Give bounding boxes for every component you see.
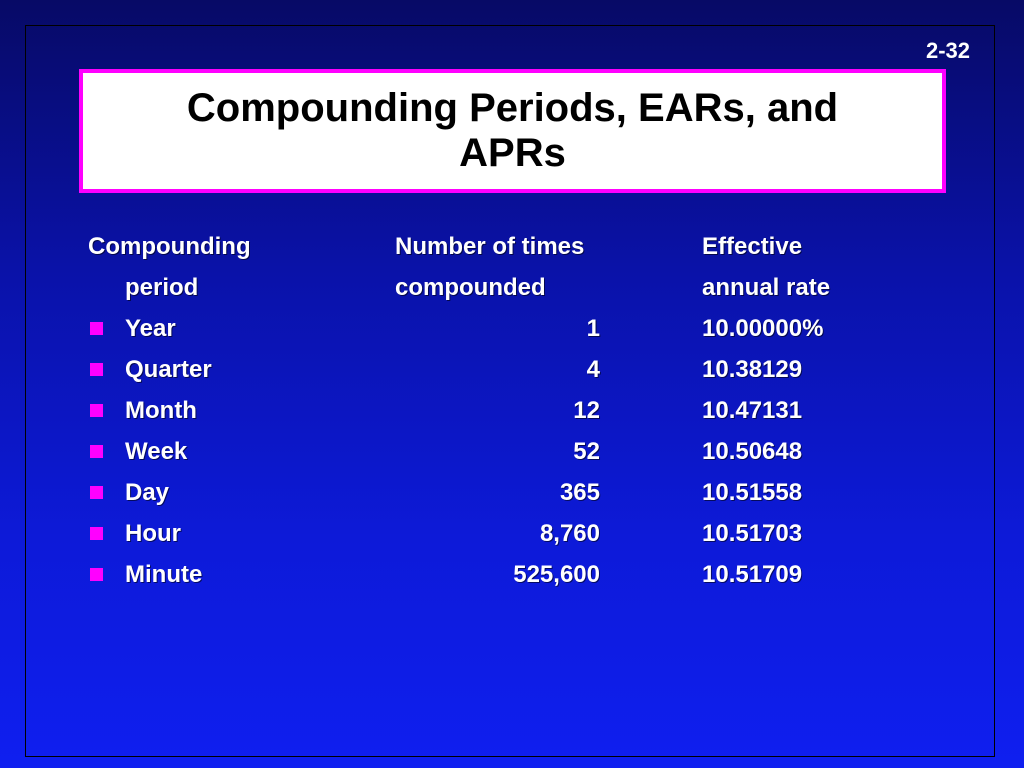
- table-row: [88, 349, 948, 390]
- table-row: [88, 513, 948, 554]
- table-row: [88, 431, 948, 472]
- rate-cell: 10.38129: [702, 356, 803, 383]
- times-cell: 12: [573, 397, 600, 424]
- title-box: [79, 69, 946, 193]
- period-cell: Quarter: [125, 356, 212, 383]
- times-cell: 525,600: [513, 561, 600, 588]
- page-number: 2-32: [925, 38, 970, 63]
- square-bullet-icon: [90, 527, 103, 540]
- period-cell: Month: [125, 397, 197, 424]
- header-effective: Effective: [702, 233, 803, 260]
- period-cell: Minute: [125, 561, 203, 588]
- header-number-of-times: Number of times: [395, 233, 585, 260]
- header-row-2: [88, 267, 948, 308]
- rate-cell: 10.47131: [702, 397, 803, 424]
- header-annual-rate: annual rate: [702, 274, 831, 301]
- square-bullet-icon: [90, 322, 103, 335]
- table-row: [88, 472, 948, 513]
- period-cell: Hour: [125, 520, 181, 547]
- period-cell: Day: [125, 479, 170, 506]
- times-cell: 8,760: [539, 520, 600, 547]
- table-row: [88, 390, 948, 431]
- slide-title: Compounding Periods, EARs, and APRs: [186, 86, 839, 175]
- period-cell: Week: [125, 438, 188, 465]
- square-bullet-icon: [90, 486, 103, 499]
- rate-cell: 10.51709: [702, 561, 803, 588]
- header-row-1: [88, 226, 948, 267]
- table-row: [88, 308, 948, 349]
- times-cell: 52: [573, 438, 600, 465]
- rate-cell: 10.51558: [702, 479, 803, 506]
- rate-cell: 10.00000%: [702, 315, 824, 342]
- square-bullet-icon: [90, 363, 103, 376]
- rate-cell: 10.50648: [702, 438, 803, 465]
- header-compounding: Compounding: [88, 233, 251, 260]
- square-bullet-icon: [90, 404, 103, 417]
- header-period: period: [125, 274, 199, 301]
- rate-cell: 10.51703: [702, 520, 803, 547]
- times-cell: 365: [559, 479, 600, 506]
- header-compounded: compounded: [395, 274, 546, 301]
- period-cell: Year: [125, 315, 176, 342]
- table-row: [88, 554, 948, 595]
- times-cell: 1: [586, 315, 600, 342]
- square-bullet-icon: [90, 568, 103, 581]
- square-bullet-icon: [90, 445, 103, 458]
- compounding-table: [88, 226, 948, 595]
- times-cell: 4: [586, 356, 600, 383]
